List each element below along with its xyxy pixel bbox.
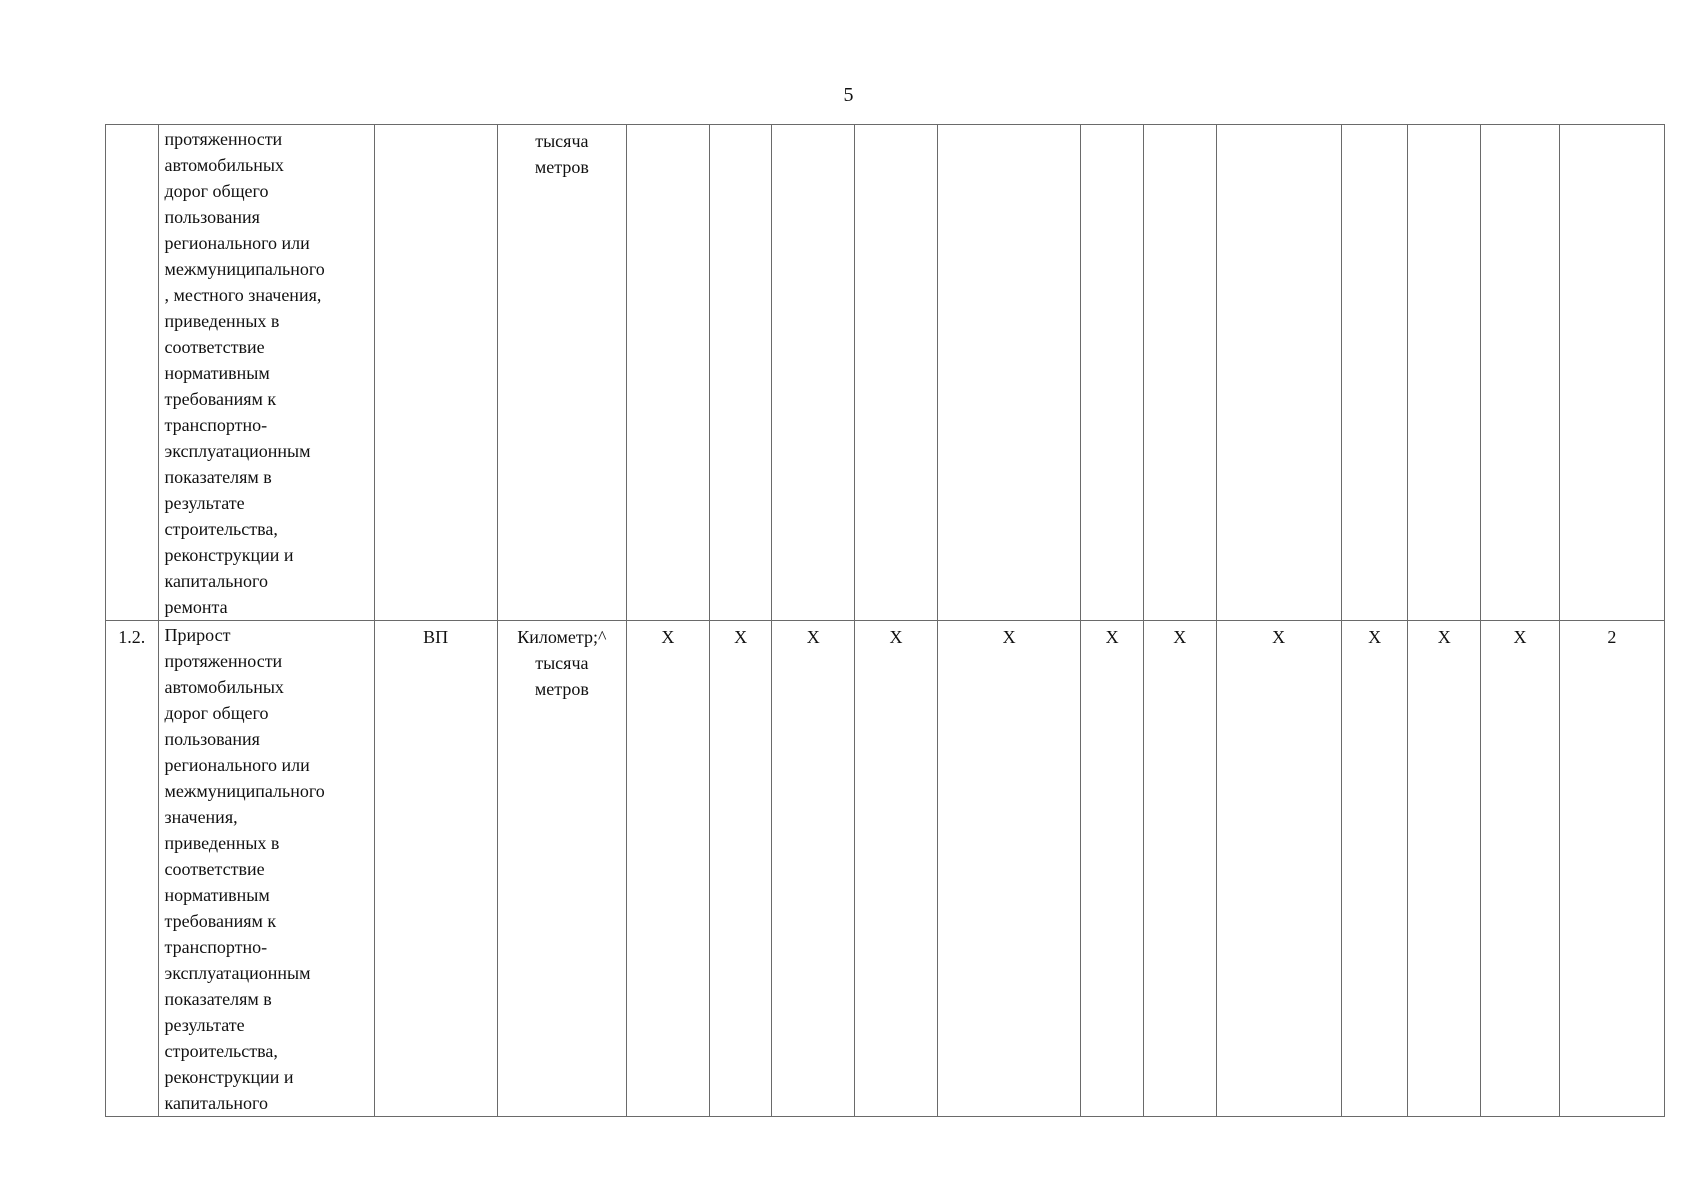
indicator-name-line: автомобильных bbox=[164, 155, 284, 175]
value-cell: X bbox=[1481, 621, 1560, 1117]
value-cell: X bbox=[772, 621, 855, 1117]
indicator-name-line: межмуниципального bbox=[164, 781, 325, 801]
indicator-name-line: межмуниципального bbox=[164, 259, 325, 279]
indicator-name-line: приведенных в bbox=[164, 311, 280, 331]
table-row bbox=[106, 621, 1665, 1117]
value-cell bbox=[1216, 125, 1341, 621]
indicator-name-line: реконструкции и bbox=[164, 545, 294, 565]
indicator-name-line: протяженности bbox=[164, 129, 283, 149]
unit-line: тысяча bbox=[535, 131, 589, 151]
indicator-name-line: реконструкции и bbox=[164, 1067, 294, 1087]
value-cell bbox=[709, 125, 772, 621]
unit-cell bbox=[497, 621, 626, 1117]
unit-line: Километр;^ bbox=[517, 627, 607, 647]
indicator-name-line: строительства, bbox=[164, 1041, 278, 1061]
indicator-name-line: пользования bbox=[164, 729, 260, 749]
indicator-name-line: приведенных в bbox=[164, 833, 280, 853]
unit-cell bbox=[497, 125, 626, 621]
indicator-name-line: автомобильных bbox=[164, 677, 284, 697]
row-number-cell: 1.2. bbox=[106, 621, 159, 1117]
indicator-table bbox=[105, 124, 1665, 1117]
value-cell: X bbox=[1081, 621, 1144, 1117]
indicator-name-line: дорог общего bbox=[164, 703, 269, 723]
indicator-type-cell bbox=[374, 125, 497, 621]
value-cell bbox=[626, 125, 709, 621]
unit-line: метров bbox=[534, 157, 589, 177]
indicator-name-line: требованиям к bbox=[164, 911, 277, 931]
value-cell bbox=[1081, 125, 1144, 621]
indicator-name-line: строительства, bbox=[164, 519, 278, 539]
unit-line: метров bbox=[534, 679, 589, 699]
indicator-name-line: регионального или bbox=[164, 755, 310, 775]
indicator-name-line: транспортно- bbox=[164, 937, 268, 957]
indicator-name-line: нормативным bbox=[164, 885, 270, 905]
value-cell bbox=[1143, 125, 1216, 621]
indicator-name-line: соответствие bbox=[164, 859, 265, 879]
indicator-name-line: дорог общего bbox=[164, 181, 269, 201]
indicator-name-line: эксплуатационным bbox=[164, 441, 311, 461]
value-cell: X bbox=[937, 621, 1080, 1117]
value-cell: X bbox=[1143, 621, 1216, 1117]
value-cell bbox=[1481, 125, 1560, 621]
indicator-name-line: соответствие bbox=[164, 337, 265, 357]
indicator-name-line: ремонта bbox=[164, 597, 228, 617]
table-row bbox=[106, 125, 1665, 621]
value-cell: X bbox=[626, 621, 709, 1117]
indicator-name-line: регионального или bbox=[164, 233, 310, 253]
value-cell bbox=[855, 125, 938, 621]
indicator-name-cell bbox=[158, 621, 374, 1117]
page-number: 5 bbox=[843, 84, 854, 106]
indicator-name-line: Прирост bbox=[164, 625, 231, 645]
value-cell bbox=[1559, 125, 1664, 621]
unit-line: тысяча bbox=[535, 653, 589, 673]
value-cell bbox=[937, 125, 1080, 621]
indicator-name-line: требованиям к bbox=[164, 389, 277, 409]
indicator-name-line: протяженности bbox=[164, 651, 283, 671]
indicator-type-cell: ВП bbox=[374, 621, 497, 1117]
indicator-name-line: капитального bbox=[164, 1093, 268, 1113]
indicator-name-line: пользования bbox=[164, 207, 260, 227]
value-cell bbox=[772, 125, 855, 621]
indicator-name-line: нормативным bbox=[164, 363, 270, 383]
indicator-name-line: транспортно- bbox=[164, 415, 268, 435]
value-cell: X bbox=[855, 621, 938, 1117]
value-cell: X bbox=[1408, 621, 1481, 1117]
indicator-name-line: результате bbox=[164, 493, 245, 513]
indicator-name-line: эксплуатационным bbox=[164, 963, 311, 983]
indicator-name-line: значения, bbox=[164, 807, 238, 827]
value-cell bbox=[1341, 125, 1408, 621]
indicator-name-cell bbox=[158, 125, 374, 621]
value-cell: X bbox=[1341, 621, 1408, 1117]
indicator-name-line: показателям в bbox=[164, 989, 272, 1009]
indicator-name-line: , местного значения, bbox=[164, 285, 322, 305]
value-cell bbox=[1408, 125, 1481, 621]
value-cell: X bbox=[1216, 621, 1341, 1117]
value-cell: X bbox=[709, 621, 772, 1117]
indicator-name-line: капитального bbox=[164, 571, 268, 591]
row-number-cell bbox=[106, 125, 159, 621]
value-cell: 2 bbox=[1559, 621, 1664, 1117]
indicator-name-line: результате bbox=[164, 1015, 245, 1035]
indicator-name-line: показателям в bbox=[164, 467, 272, 487]
